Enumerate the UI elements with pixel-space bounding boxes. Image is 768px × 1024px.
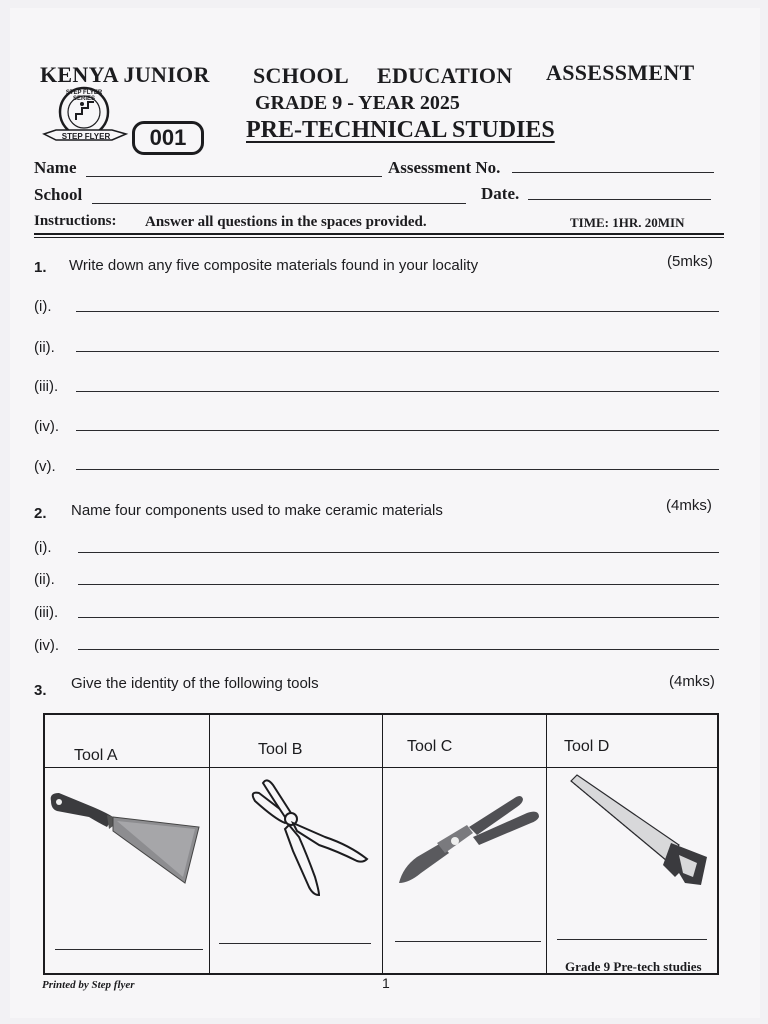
question-3-text: Give the identity of the following tools bbox=[71, 675, 319, 692]
date-field[interactable] bbox=[528, 199, 711, 200]
step-flyer-logo bbox=[38, 84, 134, 154]
tool-a-label: Tool A bbox=[74, 747, 118, 764]
question-2-text: Name four components used to make ceramic materials bbox=[71, 502, 443, 519]
tools-table bbox=[43, 713, 719, 975]
title-assessment: ASSESSMENT bbox=[546, 60, 695, 85]
logo-series-text: STEP FLYER SERIES bbox=[65, 90, 103, 102]
grade-year: GRADE 9 - YEAR 2025 bbox=[255, 92, 460, 114]
q1-item-label: (iv). bbox=[34, 418, 59, 435]
table-divider bbox=[209, 715, 210, 973]
secateurs-icon bbox=[245, 779, 375, 899]
footer-subject: Grade 9 Pre-tech studies bbox=[565, 959, 702, 974]
logo-banner-text: STEP FLYER bbox=[61, 132, 111, 141]
question-3-marks: (4mks) bbox=[669, 673, 715, 690]
header-rule bbox=[34, 233, 724, 235]
question-1-text: Write down any five composite materials found in your locality bbox=[69, 257, 479, 274]
tool-c-answer-line[interactable] bbox=[395, 941, 541, 942]
paper-code: 001 bbox=[132, 121, 204, 155]
title-education: EDUCATION bbox=[377, 63, 513, 88]
q2-item-label: (iii). bbox=[34, 604, 59, 621]
page-number: 1 bbox=[382, 975, 390, 991]
name-label: Name bbox=[34, 158, 77, 177]
question-1-marks: (5mks) bbox=[667, 253, 713, 270]
q1-answer-line[interactable] bbox=[76, 351, 719, 352]
q1-answer-line[interactable] bbox=[76, 391, 719, 392]
assessment-no-field[interactable] bbox=[512, 172, 714, 173]
title-kenya-junior: KENYA JUNIOR bbox=[40, 62, 210, 87]
hand-saw-icon bbox=[567, 773, 715, 889]
footer-printed-by: Printed by Step flyer bbox=[42, 979, 135, 991]
q1-item-label: (ii). bbox=[34, 339, 55, 356]
tool-b-answer-line[interactable] bbox=[219, 943, 371, 944]
header-rule-thin bbox=[34, 237, 724, 238]
subject-title: PRE-TECHNICAL STUDIES bbox=[246, 117, 555, 143]
school-label: School bbox=[34, 185, 83, 204]
q1-item-label: (iii). bbox=[34, 378, 59, 395]
time-allowed: TIME: 1HR. 20MIN bbox=[570, 215, 685, 230]
q1-answer-line[interactable] bbox=[76, 469, 719, 470]
tool-a-answer-line[interactable] bbox=[55, 949, 203, 950]
tool-d-label: Tool D bbox=[564, 738, 610, 755]
q1-item-label: (i). bbox=[34, 298, 52, 315]
q1-answer-line[interactable] bbox=[76, 311, 719, 312]
q2-answer-line[interactable] bbox=[78, 584, 719, 585]
q1-answer-line[interactable] bbox=[76, 430, 719, 431]
instructions-text: Answer all questions in the spaces provided. bbox=[145, 214, 427, 230]
title-school: SCHOOL bbox=[253, 63, 349, 88]
scraper-icon bbox=[47, 787, 205, 887]
table-divider bbox=[382, 715, 383, 973]
q2-item-label: (ii). bbox=[34, 571, 55, 588]
q2-item-label: (iv). bbox=[34, 637, 59, 654]
name-field[interactable] bbox=[86, 176, 382, 177]
q2-answer-line[interactable] bbox=[78, 552, 719, 553]
q1-item-label: (v). bbox=[34, 458, 56, 475]
q2-item-label: (i). bbox=[34, 539, 52, 556]
school-field[interactable] bbox=[92, 203, 466, 204]
question-2-marks: (4mks) bbox=[666, 497, 712, 514]
tool-b-label: Tool B bbox=[258, 741, 303, 758]
tool-d-answer-line[interactable] bbox=[557, 939, 707, 940]
question-1-number: 1. bbox=[34, 259, 47, 276]
instructions-label: Instructions: bbox=[34, 213, 117, 229]
question-3-number: 3. bbox=[34, 682, 47, 699]
q2-answer-line[interactable] bbox=[78, 649, 719, 650]
date-label: Date. bbox=[481, 184, 520, 203]
aviation-snips-icon bbox=[397, 787, 547, 891]
q2-answer-line[interactable] bbox=[78, 617, 719, 618]
tool-c-label: Tool C bbox=[407, 738, 453, 755]
table-header-rule bbox=[45, 767, 717, 768]
question-2-number: 2. bbox=[34, 505, 47, 522]
assessment-no-label: Assessment No. bbox=[388, 158, 501, 177]
